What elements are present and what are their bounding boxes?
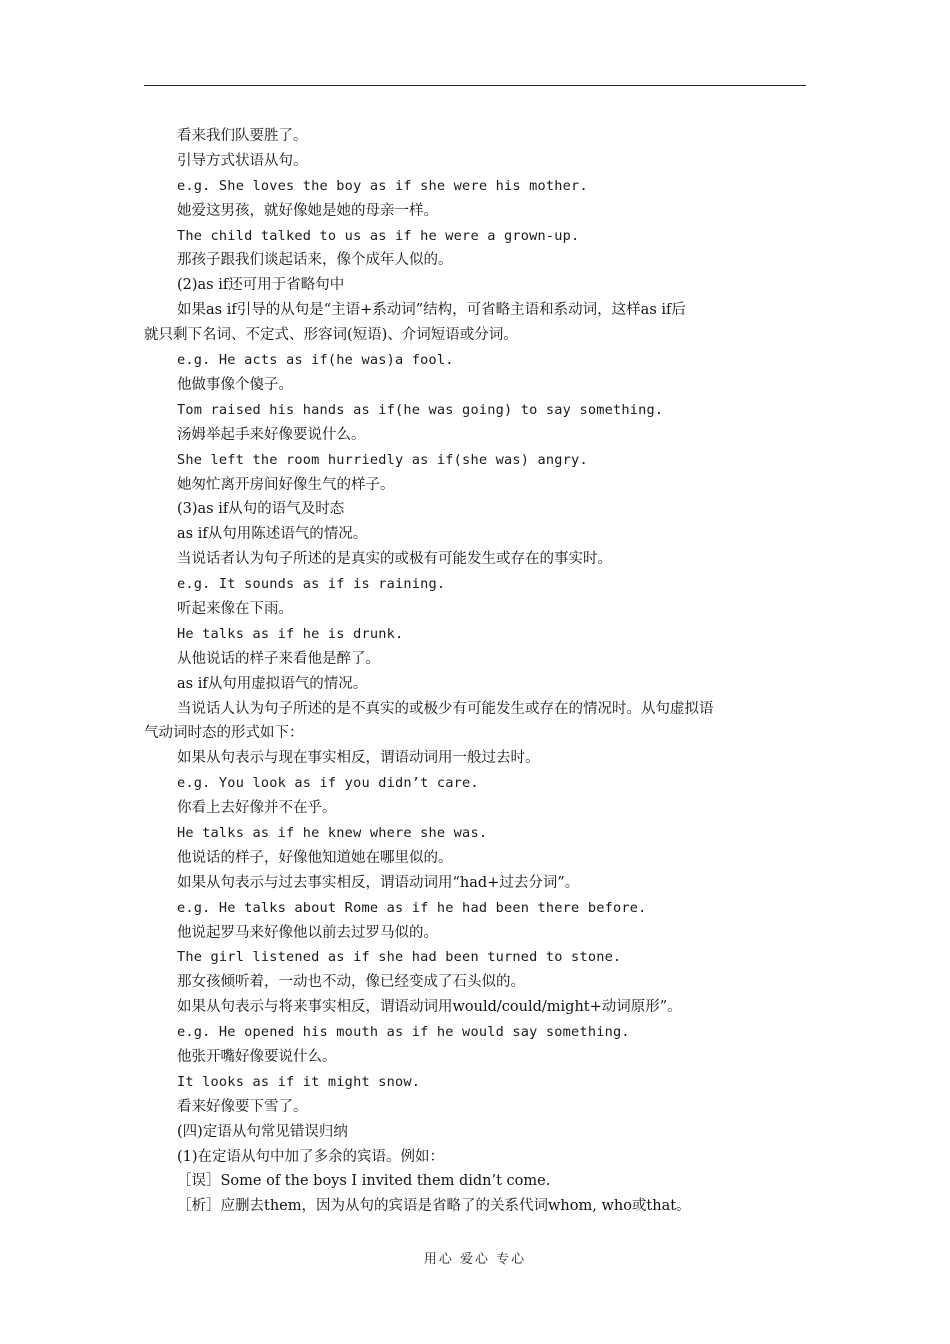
text-line: (3)as if从句的语气及时态 bbox=[177, 501, 345, 518]
text-line: 看来我们队要胜了。 bbox=[177, 128, 308, 144]
example-sentence-line: e.g. He acts as if(he was)a fool. bbox=[177, 352, 454, 369]
text-line: 从他说话的样子来看他是醉了。 bbox=[177, 650, 380, 667]
example-sentence-line: e.g. She loves the boy as if she were his mother. bbox=[177, 177, 588, 194]
text-line: 他张开嘴好像要说什么。 bbox=[177, 1049, 337, 1066]
text-line: as if从句用虚拟语气的情况。 bbox=[177, 675, 368, 692]
text-line: 当说话人认为句子所述的是不真实的或极少有可能发生或存在的情况时。从句虚拟语 bbox=[177, 700, 714, 717]
example-sentence-line: It looks as if it might snow. bbox=[177, 1073, 421, 1090]
example-sentence-line: e.g. It sounds as if is raining. bbox=[177, 576, 446, 593]
example-sentence-line: The girl listened as if she had been turned to stone. bbox=[177, 949, 622, 966]
text-line: 听起来像在下雨。 bbox=[177, 600, 293, 617]
text-line: 汤姆举起手来好像要说什么。 bbox=[177, 426, 366, 443]
text-line: 如果从句表示与将来事实相反，谓语动词用would/could/might+动词原形”。 bbox=[177, 999, 682, 1016]
text-line: 他做事像个傻子。 bbox=[177, 376, 293, 393]
example-sentence-line: He talks as if he knew where she was. bbox=[177, 825, 488, 841]
text-line: 他说起罗马来好像他以前去过罗马似的。 bbox=[177, 924, 438, 941]
text-line: 如果as if引导的从句是“主语+系动词”结构，可省略主语和系动词，这样as if后 bbox=[177, 302, 686, 319]
text-line: 她匆忙离开房间好像生气的样子。 bbox=[177, 476, 395, 493]
text-line: 如果从句表示与过去事实相反，谓语动词用“had+过去分词”。 bbox=[177, 874, 580, 891]
document-body bbox=[144, 124, 806, 1219]
text-line: 引导方式状语从句。 bbox=[177, 152, 308, 169]
text-line: 你看上去好像并不在乎。 bbox=[177, 800, 337, 817]
header-rule bbox=[144, 85, 806, 86]
text-line: ［析］应删去them，因为从句的宾语是省略了的关系代词whom, who或that。 bbox=[177, 1198, 691, 1215]
text-line: (四)定语从句常见错误归纳 bbox=[177, 1123, 348, 1140]
text-line: 如果从句表示与现在事实相反，谓语动词用一般过去时。 bbox=[177, 750, 540, 767]
text-line: 她爱这男孩，就好像她是她的母亲一样。 bbox=[177, 202, 438, 219]
example-sentence-line: e.g. He opened his mouth as if he would say something. bbox=[177, 1024, 630, 1041]
text-line: 他说话的样子，好像他知道她在哪里似的。 bbox=[177, 849, 453, 866]
text-line: (2)as if还可用于省略句中 bbox=[177, 277, 345, 294]
example-sentence-line: e.g. You look as if you didn’t care. bbox=[177, 775, 479, 792]
text-line: 看来好像要下雪了。 bbox=[177, 1098, 308, 1115]
example-sentence-line: e.g. He talks about Rome as if he had been there before. bbox=[177, 899, 647, 916]
text-line: ［误］Some of the boys I invited them didn’t come. bbox=[177, 1173, 551, 1190]
example-sentence-line: Tom raised his hands as if(he was going) to say something. bbox=[177, 401, 664, 418]
text-line: 当说话者认为句子所述的是真实的或极有可能发生或存在的事实时。 bbox=[177, 551, 612, 568]
text-line: 就只剩下名词、不定式、形容词(短语)、介词短语或分词。 bbox=[144, 327, 518, 344]
example-sentence-line: She left the room hurriedly as if(she was) angry. bbox=[177, 451, 588, 468]
text-line: (1)在定语从句中加了多余的宾语。例如： bbox=[177, 1148, 445, 1165]
text-line: as if从句用陈述语气的情况。 bbox=[177, 526, 368, 543]
example-sentence-line: He talks as if he is drunk. bbox=[177, 625, 404, 642]
text-line: 气动词时态的形式如下： bbox=[144, 725, 304, 742]
text-line: 那女孩倾听着，一动也不动，像已经变成了石头似的。 bbox=[177, 974, 525, 991]
page-footer: 用心 爱心 专心 bbox=[423, 1252, 527, 1267]
example-sentence-line: The child talked to us as if he were a grown-up. bbox=[177, 227, 580, 244]
text-line: 那孩子跟我们谈起话来，像个成年人似的。 bbox=[177, 252, 453, 269]
